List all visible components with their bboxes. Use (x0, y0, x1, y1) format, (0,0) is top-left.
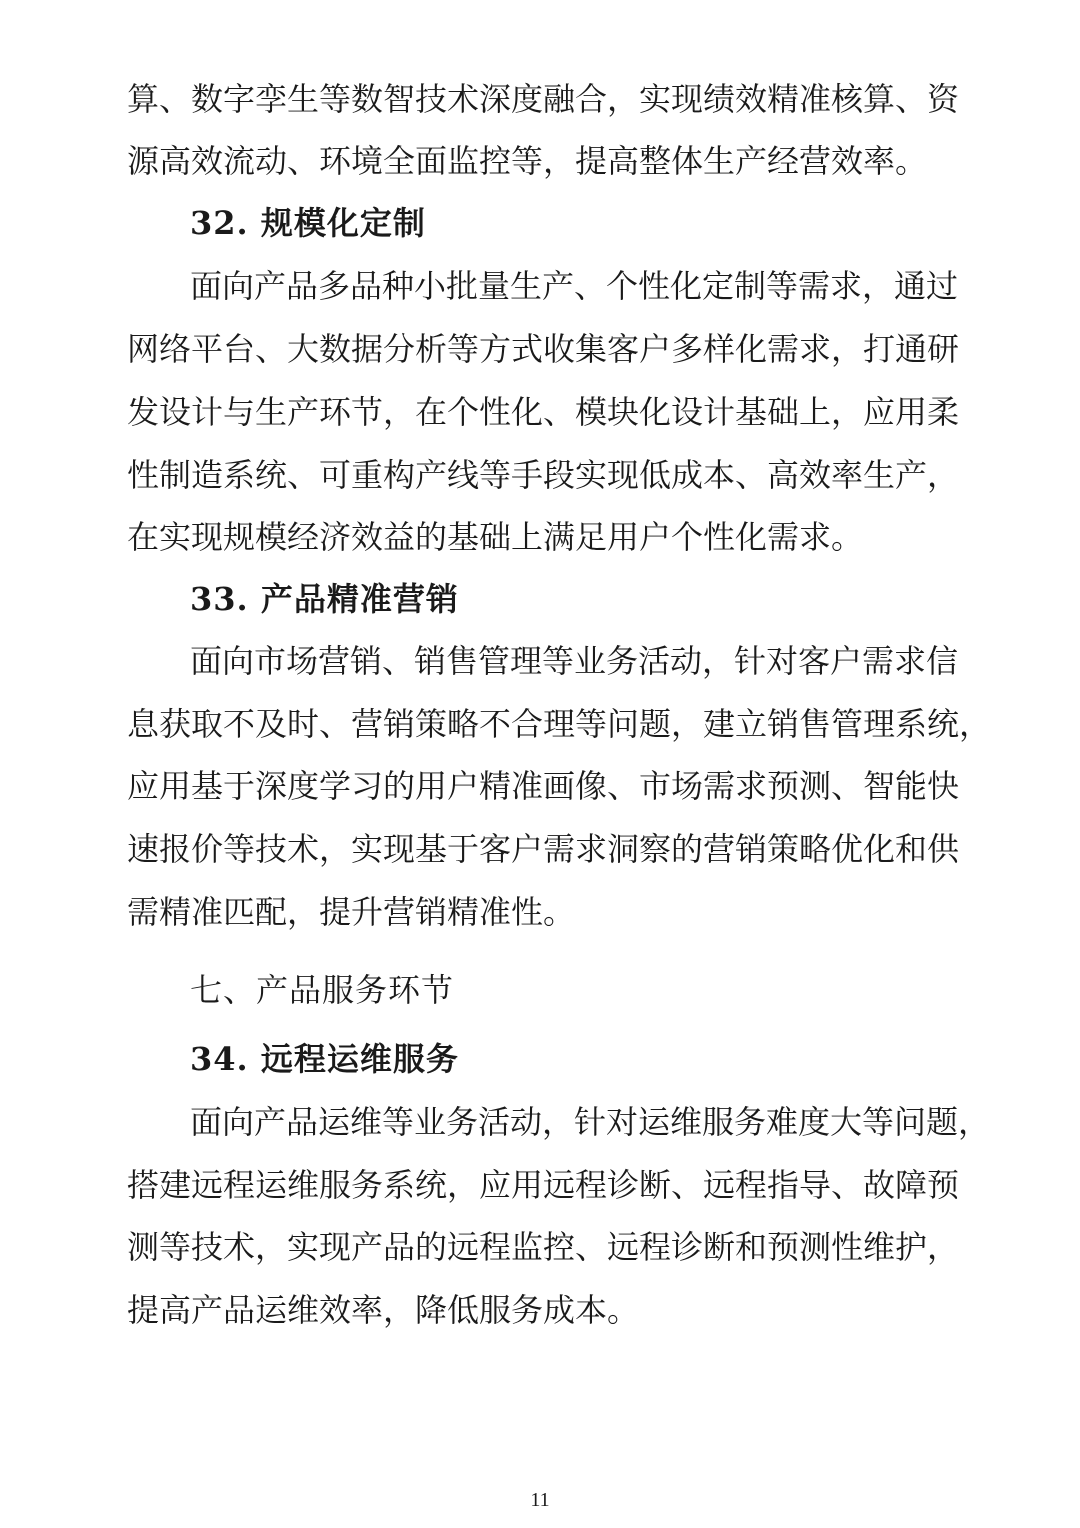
page-number: 11 (530, 1489, 550, 1511)
paragraph-line: 网络平台、大数据分析等方式收集客户多样化需求，打通研 (127, 330, 960, 368)
paragraph-line: 面向市场营销、销售管理等业务活动，针对客户需求信 (190, 642, 959, 680)
paragraph-line: 应用基于深度学习的用户精准画像、市场需求预测、智能快 (127, 767, 960, 805)
section-heading-33: 33. 产品精准营销 (190, 580, 459, 618)
paragraph-line: 提高产品运维效率，降低服务成本。 (127, 1291, 640, 1329)
section-heading-34: 34. 远程运维服务 (190, 1040, 459, 1078)
section-heading-32: 32. 规模化定制 (190, 204, 426, 242)
chapter-heading: 七、产品服务环节 (190, 971, 455, 1009)
paragraph-line: 需精准匹配，提升营销精准性。 (127, 893, 576, 931)
paragraph-line: 搭建远程运维服务系统，应用远程诊断、远程指导、故障预 (127, 1166, 960, 1204)
paragraph-line: 测等技术，实现产品的远程监控、远程诊断和预测性维护， (127, 1228, 960, 1266)
paragraph-line: 在实现规模经济效益的基础上满足用户个性化需求。 (127, 518, 864, 556)
paragraph-line: 面向产品多品种小批量生产、个性化定制等需求，通过 (190, 267, 959, 305)
paragraph-line: 速报价等技术，实现基于客户需求洞察的营销策略优化和供 (127, 830, 960, 868)
paragraph-line: 性制造系统、可重构产线等手段实现低成本、高效率生产， (127, 456, 960, 494)
paragraph-line: 发设计与生产环节，在个性化、模块化设计基础上，应用柔 (127, 393, 960, 431)
paragraph-line: 面向产品运维等业务活动，针对运维服务难度大等问题， (190, 1103, 991, 1141)
paragraph-line: 源高效流动、环境全面监控等，提高整体生产经营效率。 (127, 142, 928, 180)
paragraph-line: 算、数字孪生等数智技术深度融合，实现绩效精准核算、资 (127, 80, 960, 118)
paragraph-line: 息获取不及时、营销策略不合理等问题，建立销售管理系统， (127, 705, 992, 743)
